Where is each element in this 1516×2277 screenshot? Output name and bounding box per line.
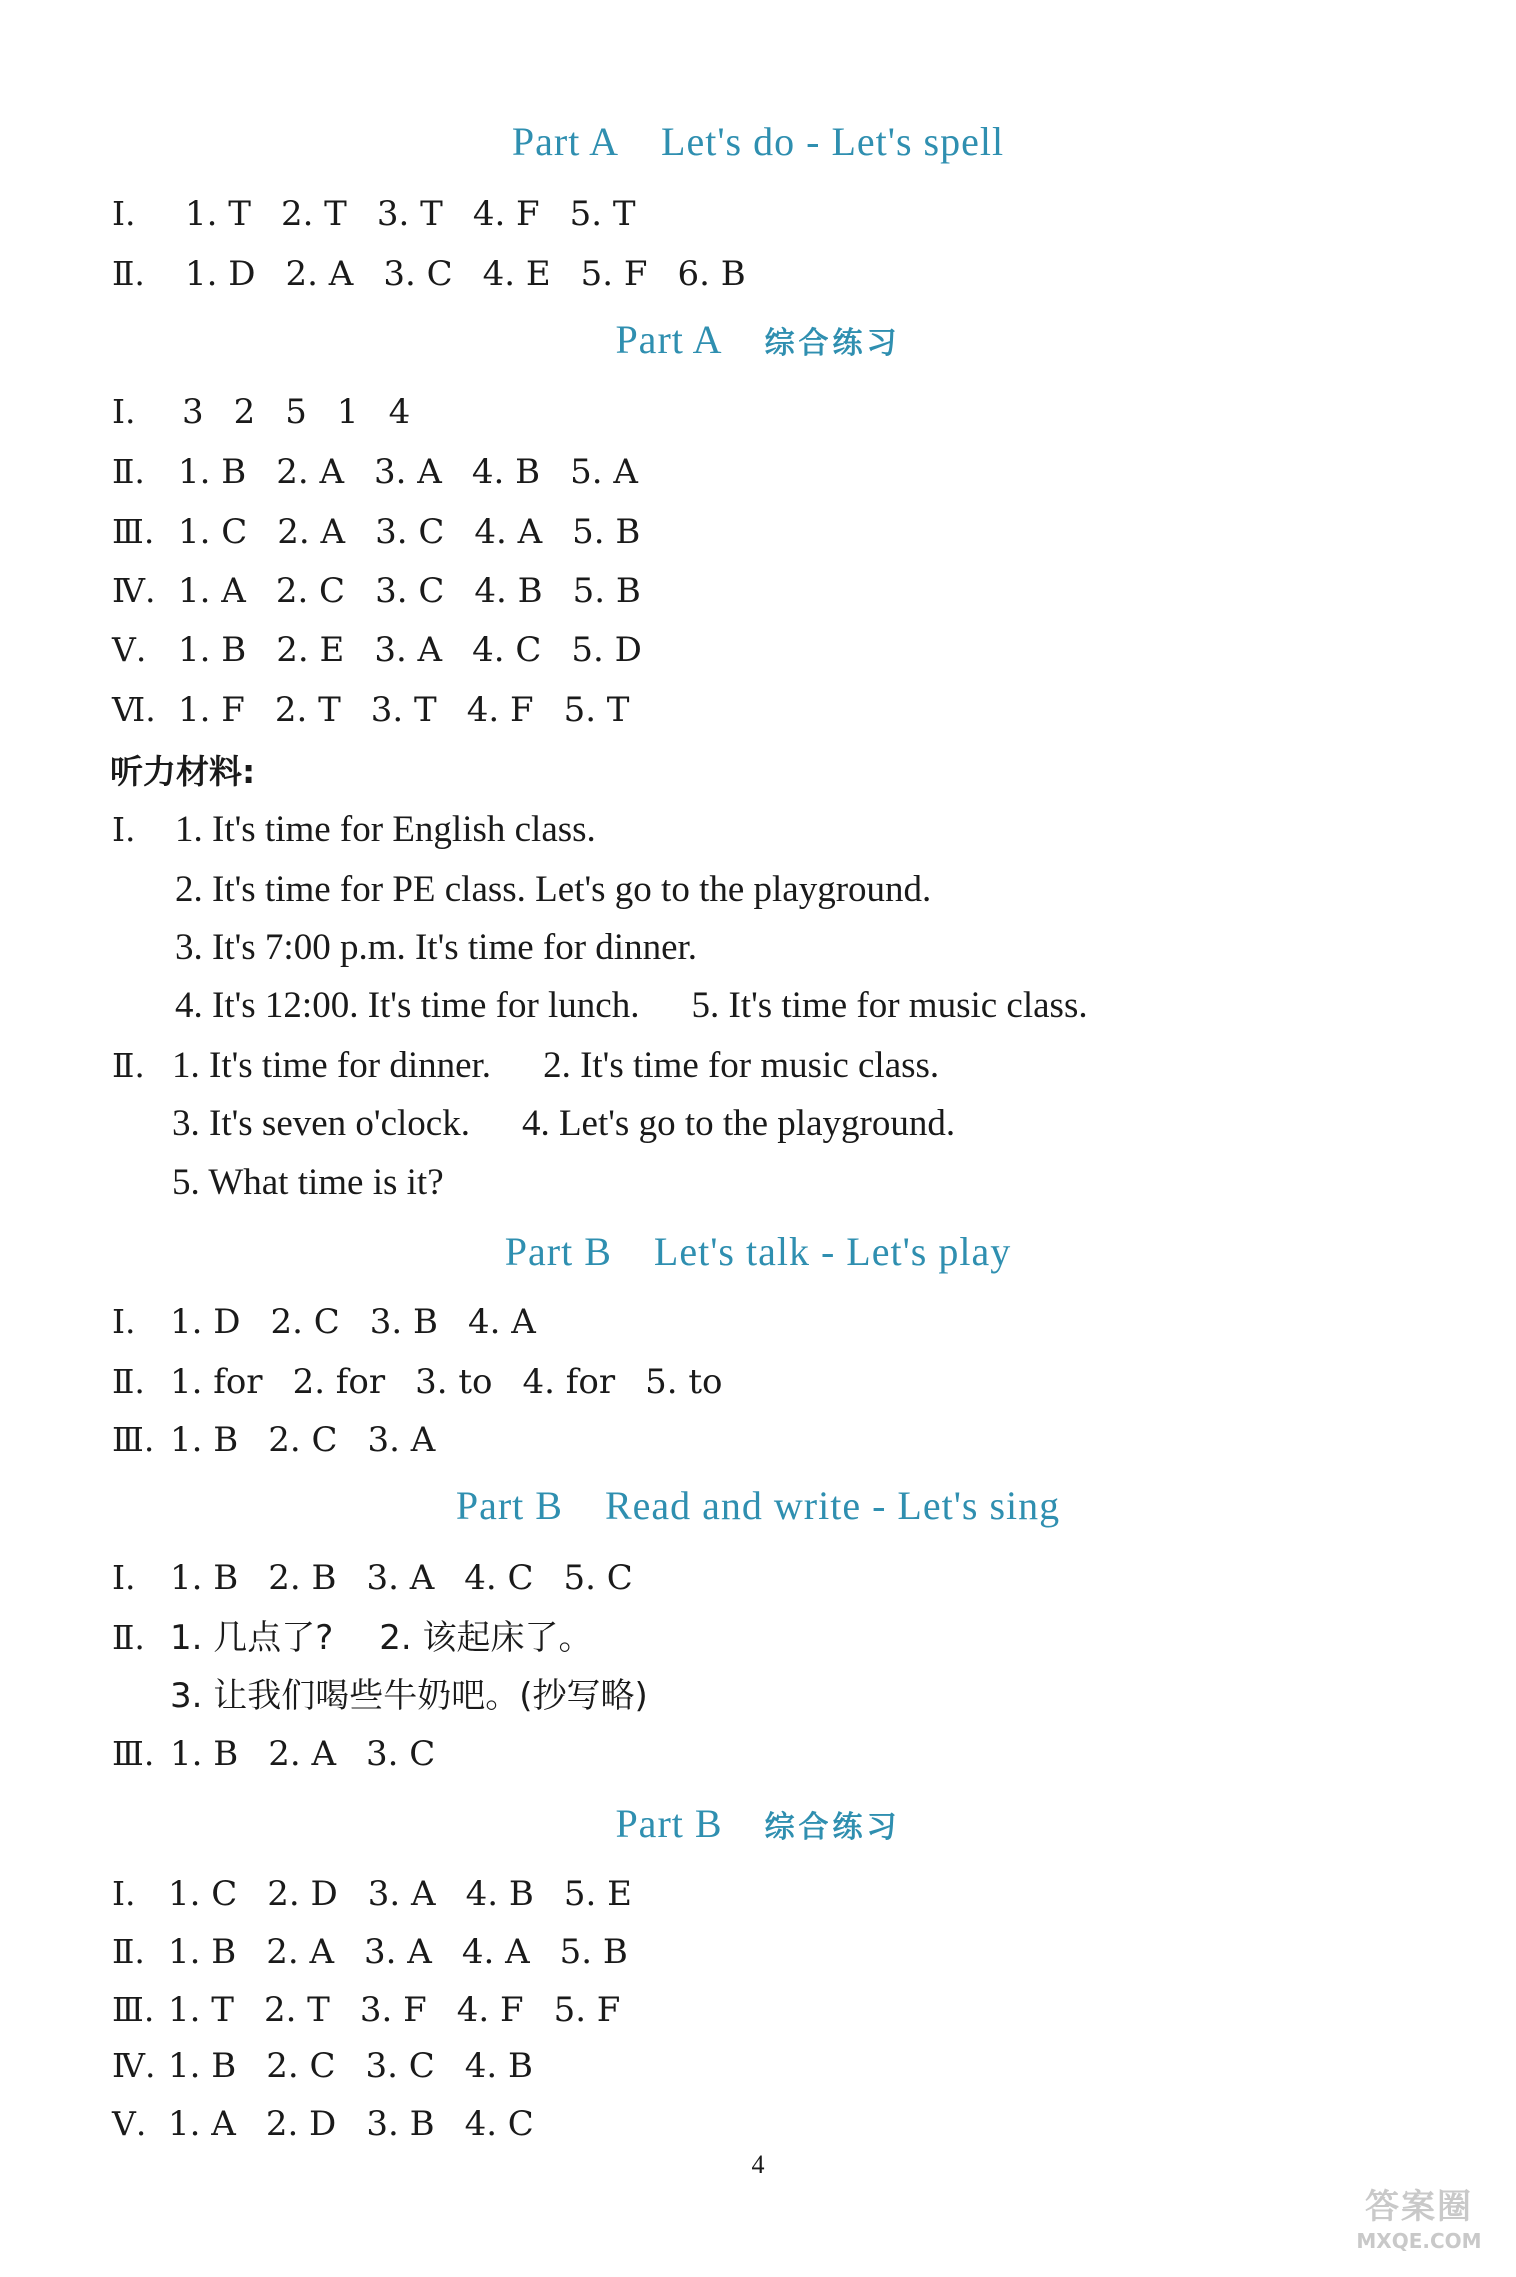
watermark-url: MXQE.COM (1356, 2229, 1482, 2253)
answer-item: 3. A (374, 452, 442, 492)
heading-part: Part B (504, 1229, 612, 1274)
section-heading (0, 1482, 1516, 1529)
roman-numeral: Ⅰ. (112, 1874, 136, 1913)
answer-item: 1. B (178, 630, 247, 670)
answer-item: 5. A (570, 452, 638, 492)
answer-item: 4 (388, 392, 411, 432)
listening-sentence: 5. It's time for music class. (691, 985, 1088, 1026)
listening-label: 听力材料: (110, 752, 256, 791)
answer-item: 2. 该起床了。 (379, 1618, 593, 1658)
answer-item: 1. C (178, 512, 248, 552)
answer-item: 1. B (178, 452, 247, 492)
roman-numeral: Ⅲ. (112, 1420, 155, 1459)
roman-numeral: Ⅳ. (112, 2046, 156, 2085)
answer-items (170, 1356, 752, 1408)
answer-item: 3. A (374, 630, 443, 670)
answer-items (168, 2098, 564, 2150)
watermark-text: 答案圈 (1365, 2187, 1473, 2227)
listening-sentence: 1. It's time for English class. (175, 809, 596, 850)
answer-item: 2. A (268, 1734, 337, 1774)
answer-item: 4. C (472, 630, 542, 670)
roman-numeral: Ⅱ. (112, 1932, 145, 1971)
answer-items (168, 2040, 563, 2092)
answer-item: 3. C (383, 254, 453, 294)
answer-items (178, 506, 670, 558)
section-heading (0, 316, 1516, 363)
answer-item: 2. C (266, 2046, 336, 2086)
answer-items (178, 624, 672, 676)
answer-item: 3. B (369, 1302, 439, 1342)
answer-item: 4. A (474, 512, 543, 552)
answer-item: 1. D (185, 254, 256, 294)
answer-item: 4. B (474, 571, 543, 611)
heading-title: Read and write - Let's sing (604, 1483, 1061, 1528)
answer-items (170, 1552, 663, 1604)
answer-item: 3. C (375, 571, 445, 611)
listening-sentence: 2. It's time for music class. (543, 1045, 940, 1086)
listening-sentence-pair (175, 980, 1088, 1032)
answer-item: 3 (182, 392, 204, 432)
answer-item: 2. A (276, 452, 345, 492)
answer-item: 3. 让我们喝些牛奶吧。(抄写略) (170, 1676, 648, 1716)
heading-title: 综合练习 (764, 326, 901, 361)
listening-sentence-pair (172, 1098, 955, 1150)
listening-sentence-pair (172, 1040, 939, 1092)
answer-item: 2. A (285, 254, 354, 294)
roman-numeral: Ⅲ. (112, 1990, 155, 2029)
heading-part: Part B (455, 1483, 563, 1528)
answer-item: 4. A (461, 1932, 530, 1972)
section-heading (0, 118, 1516, 165)
answer-item: 1. for (170, 1362, 263, 1402)
roman-numeral: Ⅱ. (112, 452, 145, 491)
answer-item: 3. A (364, 1932, 432, 1972)
roman-numeral: Ⅱ. (112, 1362, 145, 1401)
answer-items (178, 684, 660, 736)
heading-title: 综合练习 (764, 1810, 901, 1845)
answer-items (182, 386, 440, 438)
answer-item: 2. E (276, 630, 345, 670)
answer-item: 4. B (471, 452, 541, 492)
answer-item: 4. C (464, 1558, 534, 1598)
watermark-logo (1344, 2185, 1494, 2265)
listening-sentence: 2. It's time for PE class. Let's go to the playground. (175, 869, 932, 910)
section-heading (0, 1800, 1516, 1847)
heading-part: Part A (511, 119, 620, 164)
answer-item: 3. B (366, 2104, 435, 2144)
answer-item: 5. B (572, 512, 641, 552)
answer-item: 2. B (268, 1558, 337, 1598)
answer-item: 4. F (466, 690, 534, 730)
answer-item: 3. to (415, 1362, 493, 1402)
answer-item: 1. A (178, 571, 246, 611)
answer-item: 3. C (366, 1734, 436, 1774)
answer-item: 5. T (563, 690, 630, 730)
answer-items (170, 1414, 465, 1466)
answer-item: 2. A (266, 1932, 335, 1972)
answer-item: 1. F (178, 690, 245, 730)
answer-item: 2. C (275, 571, 346, 611)
answer-item: 5. B (559, 1932, 628, 1972)
answer-item: 2. T (280, 194, 347, 234)
section-heading (0, 1228, 1516, 1275)
roman-numeral: Ⅱ. (112, 1618, 145, 1657)
listening-sentence: 3. It's 7:00 p.m. It's time for dinner. (175, 927, 698, 968)
heading-part: Part B (615, 1801, 723, 1846)
answer-item: 5. C (563, 1558, 633, 1598)
heading-title: Let's do - Let's spell (661, 119, 1005, 164)
answer-item: 1. B (170, 1558, 239, 1598)
answer-item: 1. A (168, 2104, 236, 2144)
answer-item: 3. A (366, 1558, 435, 1598)
answer-item: 5. B (572, 571, 641, 611)
answer-items (170, 1612, 593, 1664)
answer-item: 4. A (468, 1302, 536, 1342)
heading-part: Part A (615, 317, 723, 362)
page-number: 4 (751, 2150, 765, 2179)
roman-numeral: Ⅰ. (112, 194, 136, 233)
heading-title: Let's talk - Let's play (653, 1229, 1012, 1274)
answer-item: 2. C (270, 1302, 340, 1342)
answer-item: 1. D (170, 1302, 241, 1342)
answer-item: 4. for (522, 1362, 616, 1402)
answer-item: 2 (233, 392, 256, 432)
answer-item: 1. B (168, 2046, 237, 2086)
answer-item: 1. B (168, 1932, 237, 1972)
roman-numeral: Ⅲ. (112, 512, 155, 551)
roman-numeral: Ⅰ. (112, 1302, 136, 1341)
answer-item: 5. D (571, 630, 642, 670)
answer-item: 3. F (359, 1990, 427, 2030)
answer-item: 5. to (645, 1362, 723, 1402)
roman-numeral: Ⅴ. (112, 2104, 147, 2143)
listening-sentence: 4. Let's go to the playground. (521, 1103, 956, 1144)
answer-item: 4. B (465, 1874, 534, 1914)
answer-item: 5. F (553, 1990, 621, 2030)
answer-item: 6. B (677, 254, 746, 294)
roman-numeral: Ⅴ. (112, 630, 147, 669)
answer-item: 3. T (370, 690, 437, 730)
answer-item: 4. C (464, 2104, 534, 2144)
answer-item: 1. T (185, 194, 251, 234)
answer-item: 5. T (569, 194, 636, 234)
listening-sentence: 5. What time is it? (172, 1162, 444, 1203)
answer-item: 3. C (365, 2046, 435, 2086)
answer-item: 3. T (376, 194, 443, 234)
roman-numeral: Ⅵ. (112, 690, 156, 729)
answer-item: 4. E (482, 254, 551, 294)
answer-item: 5 (285, 392, 307, 432)
answer-items (185, 248, 776, 300)
answer-item: 4. F (456, 1990, 524, 2030)
listening-sentence: 3. It's seven o'clock. (172, 1103, 470, 1144)
answer-items (168, 1868, 662, 1920)
answer-items (170, 1296, 566, 1348)
roman-numeral: Ⅰ. (112, 392, 136, 431)
roman-numeral: Ⅱ. (112, 1046, 145, 1085)
roman-numeral: Ⅲ. (112, 1734, 155, 1773)
answer-items (185, 188, 666, 240)
answer-item: 4. F (472, 194, 540, 234)
answer-items (178, 446, 668, 498)
answer-item: 5. F (580, 254, 648, 294)
answer-items (168, 1926, 658, 1978)
answer-item: 1. C (168, 1874, 238, 1914)
answer-item: 2. D (267, 1874, 338, 1914)
answer-item: 2. T (263, 1990, 330, 2030)
answer-items (178, 565, 671, 617)
answer-item: 1. 几点了? (170, 1618, 334, 1658)
answer-item: 1. T (168, 1990, 234, 2030)
listening-sentence: 1. It's time for dinner. (172, 1045, 492, 1086)
listening-sentence: 4. It's 12:00. It's time for lunch. (175, 985, 640, 1026)
answer-item: 3. A (367, 1420, 436, 1460)
answer-items (168, 1984, 650, 2036)
roman-numeral: Ⅳ. (112, 571, 156, 610)
answer-item: 2. for (292, 1362, 386, 1402)
answer-item: 1 (336, 392, 359, 432)
answer-item: 3. C (375, 512, 445, 552)
answer-item: 1. B (170, 1420, 239, 1460)
answer-item: 2. A (277, 512, 346, 552)
roman-numeral: Ⅰ. (112, 810, 136, 849)
answer-item: 2. C (268, 1420, 338, 1460)
answer-item: 1. B (170, 1734, 239, 1774)
roman-numeral: Ⅱ. (112, 254, 145, 293)
answer-item: 4. B (464, 2046, 533, 2086)
answer-item: 5. E (563, 1874, 632, 1914)
answer-item: 2. D (265, 2104, 337, 2144)
answer-item: 3. A (367, 1874, 436, 1914)
answer-items (170, 1728, 465, 1780)
roman-numeral: Ⅰ. (112, 1558, 136, 1597)
answer-item: 2. T (274, 690, 341, 730)
